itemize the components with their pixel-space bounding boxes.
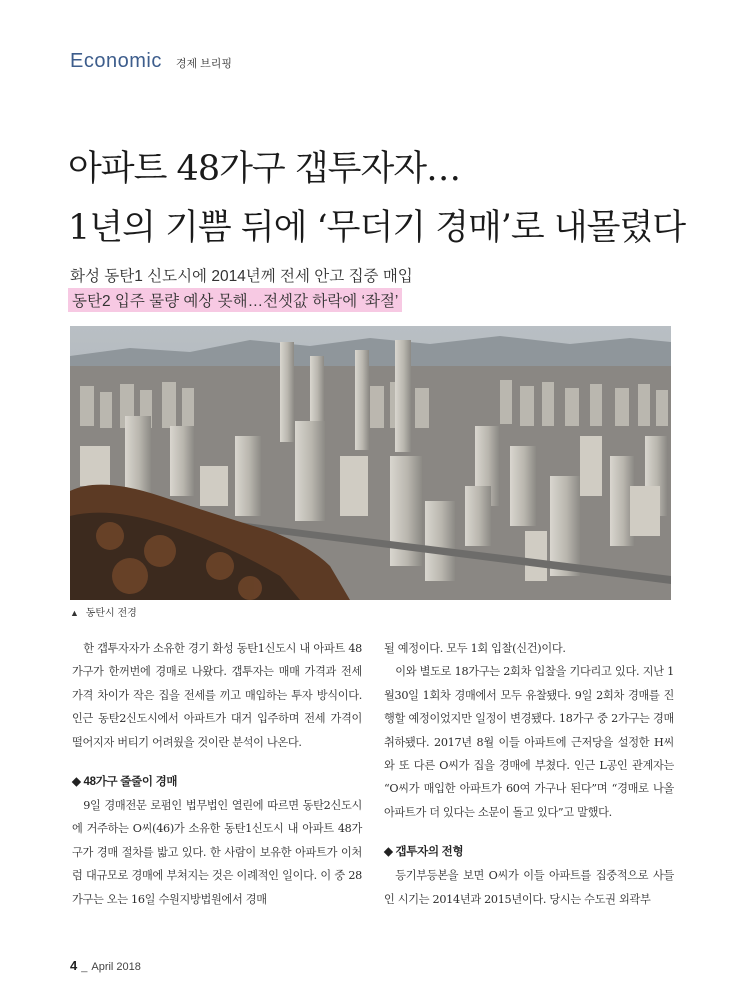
footer-separator: _ [81, 961, 88, 973]
paragraph: 이와 별도로 18가구는 2회차 입찰을 기다리고 있다. 지난 1월30일 1회차 경매에서 모두 유찰됐다. 9일 2회차 경매를 진행할 예정이었지만 일정이 변경됐다. 18가구 중 2가구는 경매 취하됐다. 2017년 8월 이들 아파트에 근저당을 설정한 H씨와 또 다른 O씨가 집을 경매에 부쳤다. 인근 L공인 관계자는 “O씨가 매입한 아파트가 60여 가구나 된다”며 “경매로 나올 아파트가 더 있다는 소문이 돌고 있다”고 말했다. [384, 665, 674, 819]
page-number: 4 [70, 958, 78, 973]
section-name: Economic [70, 50, 162, 72]
article-column-right [384, 637, 674, 911]
city-aerial-illustration [70, 326, 671, 600]
caption-triangle-icon: ▲ [70, 608, 79, 618]
section-subtitle: 경제 브리핑 [175, 58, 232, 70]
city-aerial-photo [70, 326, 671, 600]
section-header [70, 50, 232, 78]
caption-text: 동탄시 전경 [85, 608, 137, 619]
subheading [384, 840, 674, 864]
subheading-text: 갭투자의 전형 [395, 846, 464, 859]
title-line-1: 아파트 48가구 갭투자자… [68, 149, 461, 189]
photo-caption [70, 604, 137, 619]
issue-date: April 2018 [91, 961, 141, 973]
diamond-icon: ◆ [72, 776, 81, 789]
article-column-left [72, 637, 362, 911]
title-line-2: 1년의 기쁨 뒤에 ‘무더기 경매’로 내몰렸다 [68, 208, 686, 248]
paragraph: 등기부등본을 보면 O씨가 이들 아파트를 집중적으로 사들인 시기는 2014년과 2015년이다. 당시는 수도권 외곽부 [384, 869, 674, 906]
subheading [72, 770, 362, 794]
subtitle-line-1: 화성 동탄1 신도시에 2014년께 전세 안고 집중 매입 [70, 268, 413, 285]
paragraph: 될 예정이다. 모두 1회 입찰(신건)이다. [384, 642, 566, 655]
article-title [68, 140, 688, 258]
paragraph: 9일 경매전문 로펌인 법무법인 열린에 따르면 동탄2신도시에 거주하는 O씨(46)가 소유한 동탄1신도시 내 아파트 48가구가 경매 절차를 밟고 있다. 한 사람이 보유한 아파트가 이처럼 대규모로 경매에 부쳐지는 것은 이례적인 일이다. 이 중 28가구는 오는 16일 수원지방법원에서 경매 [72, 799, 362, 906]
page-footer [70, 958, 141, 973]
diamond-icon: ◆ [384, 846, 393, 859]
subtitle-line-2-highlighted: 동탄2 입주 물량 예상 못해…전셋값 하락에 ‘좌절’ [68, 288, 402, 312]
paragraph: 한 갭투자자가 소유한 경기 화성 동탄1신도시 내 아파트 48가구가 한꺼번에 경매로 나왔다. 갭투자는 매매 가격과 전세 가격 차이가 작은 집을 전세를 끼고 매입하는 투자 방식이다. 인근 동탄2신도시에서 아파트가 대거 입주하며 전세 가격이 떨어지자 버티기 어려웠을 것이란 분석이 나온다. [72, 642, 362, 749]
subheading-text: 48가구 줄줄이 경매 [83, 776, 178, 789]
